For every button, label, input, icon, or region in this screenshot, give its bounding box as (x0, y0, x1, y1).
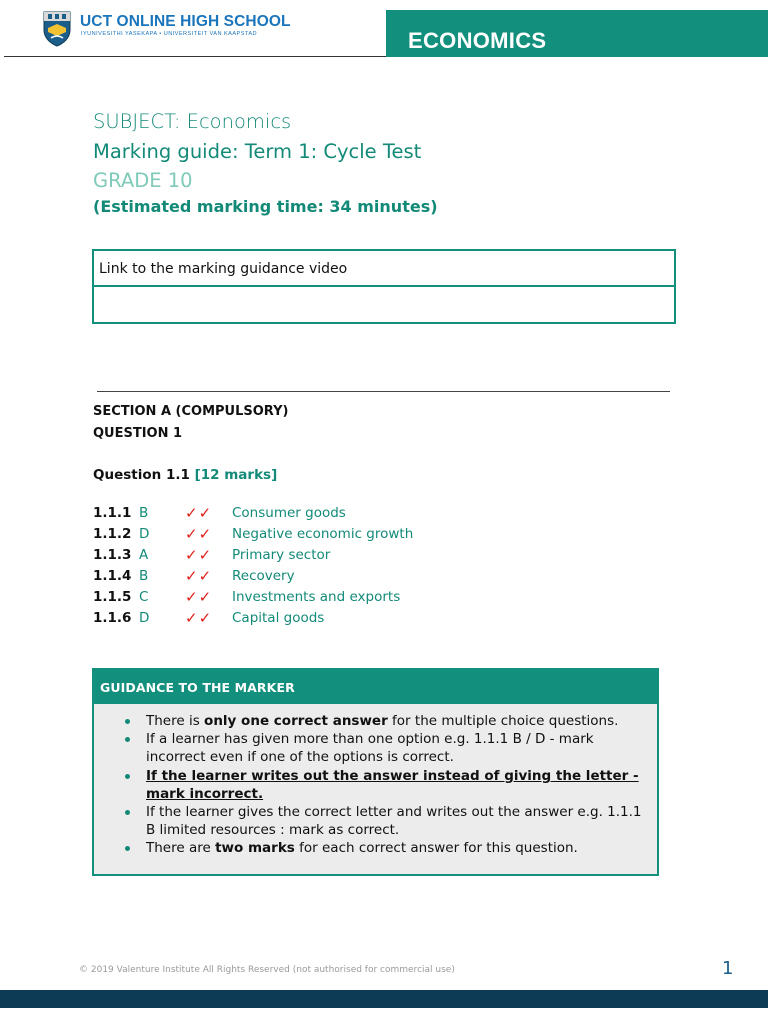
guidance-item (146, 767, 646, 803)
subject-banner-label: ECONOMICS (408, 28, 547, 53)
guide-title: Marking guide: Term 1: Cycle Test (93, 140, 422, 163)
guidance-item (146, 803, 646, 839)
tick-marks: ✓✓ (185, 609, 213, 627)
guidance-text: There are (146, 840, 216, 856)
university-crest-icon (42, 10, 72, 48)
guidance-emphasis: only one correct answer (204, 713, 388, 729)
school-name: UCT ONLINE HIGH SCHOOL (80, 13, 291, 30)
answer-text: Consumer goods (232, 505, 346, 521)
video-link-cell[interactable] (94, 287, 674, 322)
guidance-item (146, 839, 646, 857)
answer-row (93, 547, 513, 567)
answer-row (93, 526, 513, 546)
guidance-text: If the learner gives the correct letter and writes out the answer e.g. 1.1.1 B limited resources : mark as correct. (146, 804, 642, 839)
guidance-text: If a learner has given more than one option e.g. 1.1.1 B / D - mark incorrect even if one of the options is correct. (146, 731, 594, 766)
answer-letter: C (139, 589, 149, 605)
answer-text: Recovery (232, 568, 295, 584)
guidance-warning: If the learner writes out the answer instead of giving the letter - mark incorrect. (146, 768, 639, 803)
answer-number: 1.1.5 (93, 589, 132, 605)
sub-question-label: Question 1.1 (93, 467, 190, 483)
tick-marks: ✓✓ (185, 504, 213, 522)
answer-number: 1.1.1 (93, 505, 132, 521)
video-link-table (92, 249, 676, 324)
answer-number: 1.1.6 (93, 610, 132, 626)
guidance-box (92, 668, 659, 876)
question-heading: QUESTION 1 (93, 426, 183, 441)
answer-number: 1.1.4 (93, 568, 132, 584)
answer-text: Investments and exports (232, 589, 401, 605)
sub-question-heading (93, 467, 277, 483)
answer-letter: D (139, 610, 150, 626)
marking-time: (Estimated marking time: 34 minutes) (93, 197, 438, 216)
sub-question-marks: [12 marks] (194, 467, 278, 483)
tick-marks: ✓✓ (185, 567, 213, 585)
answer-number: 1.1.2 (93, 526, 132, 542)
guidance-header (94, 670, 657, 704)
section-divider (97, 391, 670, 392)
page-number: 1 (722, 958, 734, 979)
answer-letter: B (139, 568, 149, 584)
guidance-item (146, 712, 646, 730)
footer-bar (0, 990, 768, 1008)
answer-row (93, 589, 513, 609)
answer-row (93, 568, 513, 588)
video-link-label-row (94, 251, 674, 287)
section-heading: SECTION A (COMPULSORY) (93, 404, 289, 419)
answer-number: 1.1.3 (93, 547, 132, 563)
tick-marks: ✓✓ (185, 546, 213, 564)
answer-text: Capital goods (232, 610, 325, 626)
answer-row (93, 610, 513, 630)
tick-marks: ✓✓ (185, 588, 213, 606)
guidance-item (146, 730, 646, 766)
answer-text: Negative economic growth (232, 526, 414, 542)
guidance-text: for each correct answer for this question. (294, 840, 578, 856)
guidance-text: for the multiple choice questions. (387, 713, 619, 729)
school-tagline: IYUNIVESITHI YASEKAPA • UNIVERSITEIT VAN KAAPSTAD (81, 31, 258, 37)
tick-marks: ✓✓ (185, 525, 213, 543)
answer-text: Primary sector (232, 547, 331, 563)
answer-letter: D (139, 526, 150, 542)
answer-row (93, 505, 513, 525)
guidance-emphasis: two marks (215, 840, 295, 856)
answer-letter: B (139, 505, 149, 521)
subject-title: SUBJECT: Economics (93, 110, 292, 133)
copyright-notice: © 2019 Valenture Institute All Rights Reserved (not authorised for commercial use) (79, 965, 455, 975)
video-link-label: Link to the marking guidance video (99, 261, 348, 277)
answer-letter: A (139, 547, 149, 563)
guidance-heading: GUIDANCE TO THE MARKER (100, 680, 295, 695)
grade-title: GRADE 10 (93, 169, 193, 192)
subject-banner (386, 10, 768, 57)
header-divider (4, 56, 386, 57)
guidance-text: There is (146, 713, 205, 729)
